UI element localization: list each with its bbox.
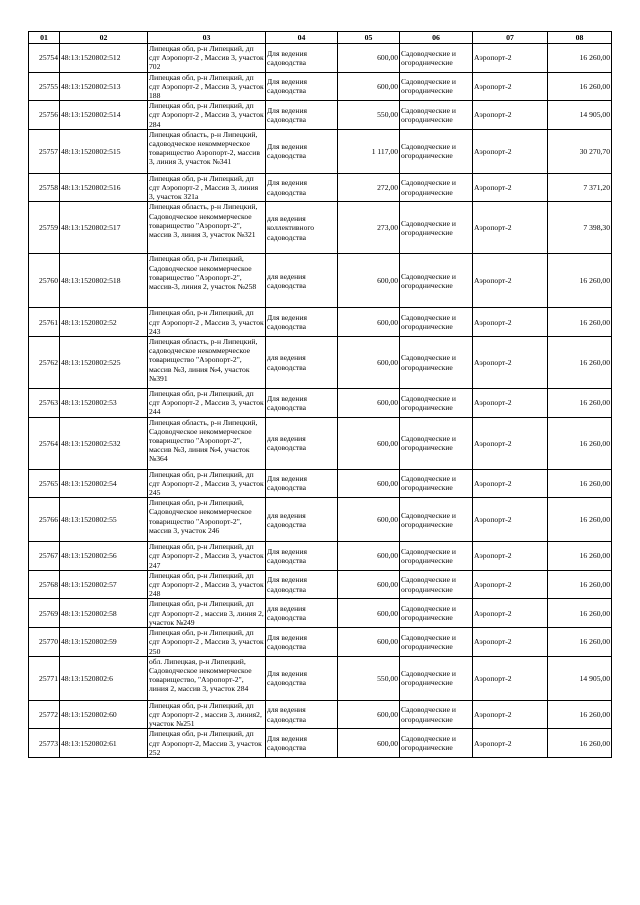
address-cell: Липецкая обл, р-н Липецкий, дп сдт Аэропорт-2, Массив 3, участок 252 <box>148 729 266 758</box>
cadastral-value-cell: 16 260,00 <box>548 542 612 571</box>
address-cell: Липецкая обл, р-н Липецкий, дп сдт Аэропорт-2 , Массив 3, участок 250 <box>149 628 264 656</box>
land-category-cell: Садоводческие и огороднические <box>400 101 473 130</box>
col-06-header: 06 <box>400 32 473 44</box>
land-category-cell: Садоводческие и огороднические <box>400 129 473 173</box>
land-category-cell: Садоводческие и огороднические <box>400 628 473 657</box>
cadastral-value-cell: 16 260,00 <box>548 469 612 498</box>
area-cell: 272,00 <box>338 173 400 202</box>
row-number-cell: 25754 <box>29 44 60 73</box>
row-number-cell: 25760 <box>29 254 60 308</box>
row-number-cell: 25757 <box>29 129 60 173</box>
land-category-cell: Садоводческие и огороднические <box>400 729 473 758</box>
cadastral-number-cell: 48:13:1520802:55 <box>60 498 148 542</box>
table-body <box>29 44 612 758</box>
cadastral-value-cell: 16 260,00 <box>548 599 612 628</box>
cadastral-number-cell: 48:13:1520802:53 <box>60 389 148 418</box>
row-number-cell: 25770 <box>29 628 60 657</box>
area-cell: 600,00 <box>338 254 400 308</box>
land-category-cell: Садоводческие и огороднические <box>400 570 473 599</box>
registry-table <box>28 31 612 758</box>
area-cell: 600,00 <box>338 44 400 73</box>
organization-cell: Аэропорт-2 <box>473 254 548 308</box>
permitted-use-cell: Для ведения садоводства <box>266 389 338 418</box>
cadastral-number-cell: 48:13:1520802:6 <box>60 656 148 700</box>
table-row <box>29 173 612 202</box>
col-04-header: 04 <box>266 32 338 44</box>
organization-cell: Аэропорт-2 <box>473 542 548 571</box>
permitted-use-cell: Для ведения садоводства <box>266 469 338 498</box>
area-cell: 600,00 <box>338 337 400 389</box>
cadastral-number-cell: 48:13:1520802:61 <box>60 729 148 758</box>
table-row <box>29 542 612 571</box>
organization-cell: Аэропорт-2 <box>473 173 548 202</box>
organization-cell: Аэропорт-2 <box>473 498 548 542</box>
area-cell: 600,00 <box>338 729 400 758</box>
area-cell: 600,00 <box>338 628 400 657</box>
organization-cell: Аэропорт-2 <box>473 389 548 418</box>
area-cell: 600,00 <box>338 542 400 571</box>
organization-cell: Аэропорт-2 <box>473 656 548 700</box>
row-number-cell: 25766 <box>29 498 60 542</box>
address-cell: Липецкая обл, р-н Липецкий, дп сдт Аэропорт-2 , Массив 3, участок 244 <box>149 389 264 417</box>
col-02-header: 02 <box>60 32 148 44</box>
cadastral-value-cell: 16 260,00 <box>548 729 612 758</box>
permitted-use-cell: для ведения коллективного садоводства <box>266 202 338 254</box>
col-07-header: 07 <box>473 32 548 44</box>
cadastral-number-cell: 48:13:1520802:532 <box>60 417 148 469</box>
permitted-use-cell: для ведения садоводства <box>266 254 338 308</box>
table-row <box>29 337 612 389</box>
area-cell: 550,00 <box>338 101 400 130</box>
address-cell: Липецкая обл, р-н Липецкий, Садоводческое некоммерческое товарищество "Аэропорт-2", массив 3, участок 246 <box>148 498 266 542</box>
row-number-cell: 25768 <box>29 570 60 599</box>
cadastral-number-cell: 48:13:1520802:54 <box>60 469 148 498</box>
table-row <box>29 72 612 101</box>
address-cell: Липецкая область, р-н Липецкий, Садоводческое некоммерческое товарищество "Аэропорт-2", массив 3, линия 3, участок №321 <box>148 202 266 254</box>
row-number-cell: 25759 <box>29 202 60 254</box>
permitted-use-cell: Для ведения садоводства <box>266 101 338 130</box>
cadastral-number-cell: 48:13:1520802:52 <box>60 308 148 337</box>
address-cell: Липецкая обл, р-н Липецкий, дп сдт Аэропорт-2 , Массив 3, линия 3, участок 321а <box>148 173 266 202</box>
area-cell: 1 117,00 <box>338 129 400 173</box>
permitted-use-cell: Для ведения садоводства <box>266 308 338 337</box>
cadastral-number-cell: 48:13:1520802:516 <box>60 173 148 202</box>
permitted-use-cell: Для ведения садоводства <box>266 570 338 599</box>
cadastral-number-cell: 48:13:1520802:518 <box>60 254 148 308</box>
address-cell: Липецкая область, р-н Липецкий, садоводческое некоммерческое товарищество "Аэропорт-2", массив №3, линия №4, участок №391 <box>148 337 266 389</box>
permitted-use-cell: Для ведения садоводства <box>266 628 338 657</box>
cadastral-number-cell: 48:13:1520802:525 <box>60 337 148 389</box>
cadastral-number-cell: 48:13:1520802:513 <box>60 72 148 101</box>
area-cell: 600,00 <box>338 72 400 101</box>
area-cell: 600,00 <box>338 570 400 599</box>
cadastral-value-cell: 16 260,00 <box>548 498 612 542</box>
organization-cell: Аэропорт-2 <box>473 700 548 729</box>
permitted-use-cell: Для ведения садоводства <box>266 173 338 202</box>
address-cell: Липецкая обл, р-н Липецкий, дп сдт Аэропорт-2 , Массив 3, участок 247 <box>149 542 264 570</box>
area-cell: 600,00 <box>338 417 400 469</box>
table-row <box>29 254 612 308</box>
area-cell: 600,00 <box>338 389 400 418</box>
organization-cell: Аэропорт-2 <box>473 417 548 469</box>
land-category-cell: Садоводческие и огороднические <box>400 700 473 729</box>
area-cell: 600,00 <box>338 700 400 729</box>
address-cell: обл. Липецкая, р-н Липецкий, Садоводческое некоммерческое товарищество, "Аэропорт-2", линия 2, массив 3, участок 284 <box>148 656 266 700</box>
organization-cell: Аэропорт-2 <box>473 308 548 337</box>
header-row <box>29 32 612 44</box>
land-category-cell: Садоводческие и огороднические <box>400 599 473 628</box>
address-cell: Липецкая обл, р-н Липецкий, Садоводческое некоммерческое товарищество "Аэропорт-2", массив-3, линия 2, участок №258 <box>148 254 266 308</box>
organization-cell: Аэропорт-2 <box>473 570 548 599</box>
organization-cell: Аэропорт-2 <box>473 202 548 254</box>
permitted-use-cell: для ведения садоводства <box>266 599 338 628</box>
cadastral-number-cell: 48:13:1520802:58 <box>60 599 148 628</box>
cadastral-value-cell: 16 260,00 <box>548 417 612 469</box>
cadastral-number-cell: 48:13:1520802:56 <box>60 542 148 571</box>
permitted-use-cell: для ведения садоводства <box>266 417 338 469</box>
area-cell: 550,00 <box>338 656 400 700</box>
table-row <box>29 628 612 657</box>
col-08-header: 08 <box>548 32 612 44</box>
land-category-cell: Садоводческие и огороднические <box>400 308 473 337</box>
address-cell: Липецкая обл, р-н Липецкий, дп сдт Аэропорт-2 , Массив 3, участок 188 <box>149 72 264 101</box>
organization-cell: Аэропорт-2 <box>473 599 548 628</box>
permitted-use-cell: для ведения садоводства <box>266 498 338 542</box>
row-number-cell: 25765 <box>29 469 60 498</box>
area-cell: 273,00 <box>338 202 400 254</box>
row-number-cell: 25767 <box>29 542 60 571</box>
table-row <box>29 599 612 628</box>
land-category-cell: Садоводческие и огороднические <box>400 254 473 308</box>
area-cell: 600,00 <box>338 599 400 628</box>
table-row <box>29 656 612 700</box>
cadastral-number-cell: 48:13:1520802:59 <box>60 628 148 657</box>
address-cell: Липецкая обл, р-н Липецкий, дп сдт Аэропорт-2 , Массив 3, участок 245 <box>149 469 264 498</box>
table-row <box>29 570 612 599</box>
land-category-cell: Садоводческие и огороднические <box>400 72 473 101</box>
table-row <box>29 389 612 418</box>
cadastral-value-cell: 16 260,00 <box>548 700 612 729</box>
cadastral-value-cell: 7 371,20 <box>548 173 612 202</box>
organization-cell: Аэропорт-2 <box>473 72 548 101</box>
permitted-use-cell: для ведения садоводства <box>266 337 338 389</box>
row-number-cell: 25763 <box>29 389 60 418</box>
cadastral-value-cell: 16 260,00 <box>548 570 612 599</box>
table-row <box>29 417 612 469</box>
cadastral-value-cell: 7 398,30 <box>548 202 612 254</box>
cadastral-value-cell: 16 260,00 <box>548 628 612 657</box>
permitted-use-cell: Для ведения садоводства <box>266 44 338 73</box>
organization-cell: Аэропорт-2 <box>473 628 548 657</box>
row-number-cell: 25771 <box>29 656 60 700</box>
cadastral-value-cell: 16 260,00 <box>548 254 612 308</box>
cadastral-number-cell: 48:13:1520802:60 <box>60 700 148 729</box>
cadastral-number-cell: 48:13:1520802:512 <box>60 44 148 73</box>
address-cell: Липецкая обл, р-н Липецкий, дп сдт Аэропорт-2 , массив 3, линия 2, участок №249 <box>149 599 264 627</box>
permitted-use-cell: Для ведения садоводства <box>266 72 338 101</box>
row-number-cell: 25769 <box>29 599 60 628</box>
row-number-cell: 25773 <box>29 729 60 758</box>
land-category-cell: Садоводческие и огороднические <box>400 498 473 542</box>
address-cell: Липецкая обл, р-н Липецкий, дп сдт Аэропорт-2 , Массив 3, участок 243 <box>149 308 264 336</box>
row-number-cell: 25755 <box>29 72 60 101</box>
cadastral-value-cell: 16 260,00 <box>548 389 612 418</box>
address-cell: Липецкая область, р-н Липецкий, Садоводческое некоммерческое товарищество "Аэропорт-2", массив №3, линия №4, участок №364 <box>148 417 266 469</box>
cadastral-value-cell: 30 270,70 <box>548 129 612 173</box>
land-category-cell: Садоводческие и огороднические <box>400 417 473 469</box>
land-category-cell: Садоводческие и огороднические <box>400 389 473 418</box>
permitted-use-cell: Для ведения садоводства <box>266 729 338 758</box>
organization-cell: Аэропорт-2 <box>473 337 548 389</box>
row-number-cell: 25758 <box>29 173 60 202</box>
row-number-cell: 25762 <box>29 337 60 389</box>
organization-cell: Аэропорт-2 <box>473 101 548 130</box>
land-category-cell: Садоводческие и огороднические <box>400 542 473 571</box>
table-row <box>29 498 612 542</box>
col-03-header: 03 <box>148 32 266 44</box>
table-row <box>29 129 612 173</box>
address-cell: Липецкая обл, р-н Липецкий, дп сдт Аэропорт-2 , массив 3, линия2, участок №251 <box>148 700 266 729</box>
address-cell: Липецкая обл, р-н Липецкий, дп сдт Аэропорт-2 , Массив 3, участок 248 <box>149 570 264 599</box>
permitted-use-cell: Для ведения садоводства <box>266 542 338 571</box>
address-cell: Липецкая обл, р-н Липецкий, дп сдт Аэропорт-2 , Массив 3, участок 284 <box>149 101 264 129</box>
address-cell: Липецкая область, р-н Липецкий, садоводческое некоммерческое товарищество Аэропорт-2, массив 3, линия 3, участок №341 <box>148 129 266 173</box>
address-cell: Липецкая обл, р-н Липецкий, дп сдт Аэропорт-2 , Массив 3, участок 702 <box>149 44 264 72</box>
land-category-cell: Садоводческие и огороднические <box>400 469 473 498</box>
row-number-cell: 25756 <box>29 101 60 130</box>
cadastral-number-cell: 48:13:1520802:514 <box>60 101 148 130</box>
permitted-use-cell: Для ведения садоводства <box>266 129 338 173</box>
organization-cell: Аэропорт-2 <box>473 729 548 758</box>
cadastral-value-cell: 16 260,00 <box>548 337 612 389</box>
area-cell: 600,00 <box>338 498 400 542</box>
row-number-cell: 25764 <box>29 417 60 469</box>
row-number-cell: 25772 <box>29 700 60 729</box>
cadastral-value-cell: 14 905,00 <box>548 656 612 700</box>
land-category-cell: Садоводческие и огороднические <box>400 202 473 254</box>
cadastral-value-cell: 14 905,00 <box>548 101 612 130</box>
permitted-use-cell: для ведения садоводства <box>266 700 338 729</box>
table-row <box>29 44 612 73</box>
cadastral-number-cell: 48:13:1520802:515 <box>60 129 148 173</box>
table-row <box>29 469 612 498</box>
land-category-cell: Садоводческие и огороднические <box>400 173 473 202</box>
col-05-header: 05 <box>338 32 400 44</box>
area-cell: 600,00 <box>338 469 400 498</box>
area-cell: 600,00 <box>338 308 400 337</box>
land-category-cell: Садоводческие и огороднические <box>400 656 473 700</box>
organization-cell: Аэропорт-2 <box>473 129 548 173</box>
organization-cell: Аэропорт-2 <box>473 44 548 73</box>
table-row <box>29 700 612 729</box>
cadastral-number-cell: 48:13:1520802:517 <box>60 202 148 254</box>
cadastral-value-cell: 16 260,00 <box>548 44 612 73</box>
table-row <box>29 101 612 130</box>
col-01-header: 01 <box>29 32 60 44</box>
table-row <box>29 729 612 758</box>
row-number-cell: 25761 <box>29 308 60 337</box>
cadastral-number-cell: 48:13:1520802:57 <box>60 570 148 599</box>
cadastral-value-cell: 16 260,00 <box>548 72 612 101</box>
permitted-use-cell: Для ведения садоводства <box>266 656 338 700</box>
table-row <box>29 202 612 254</box>
land-category-cell: Садоводческие и огороднические <box>400 337 473 389</box>
table-row <box>29 308 612 337</box>
land-category-cell: Садоводческие и огороднические <box>400 44 473 73</box>
organization-cell: Аэропорт-2 <box>473 469 548 498</box>
cadastral-value-cell: 16 260,00 <box>548 308 612 337</box>
